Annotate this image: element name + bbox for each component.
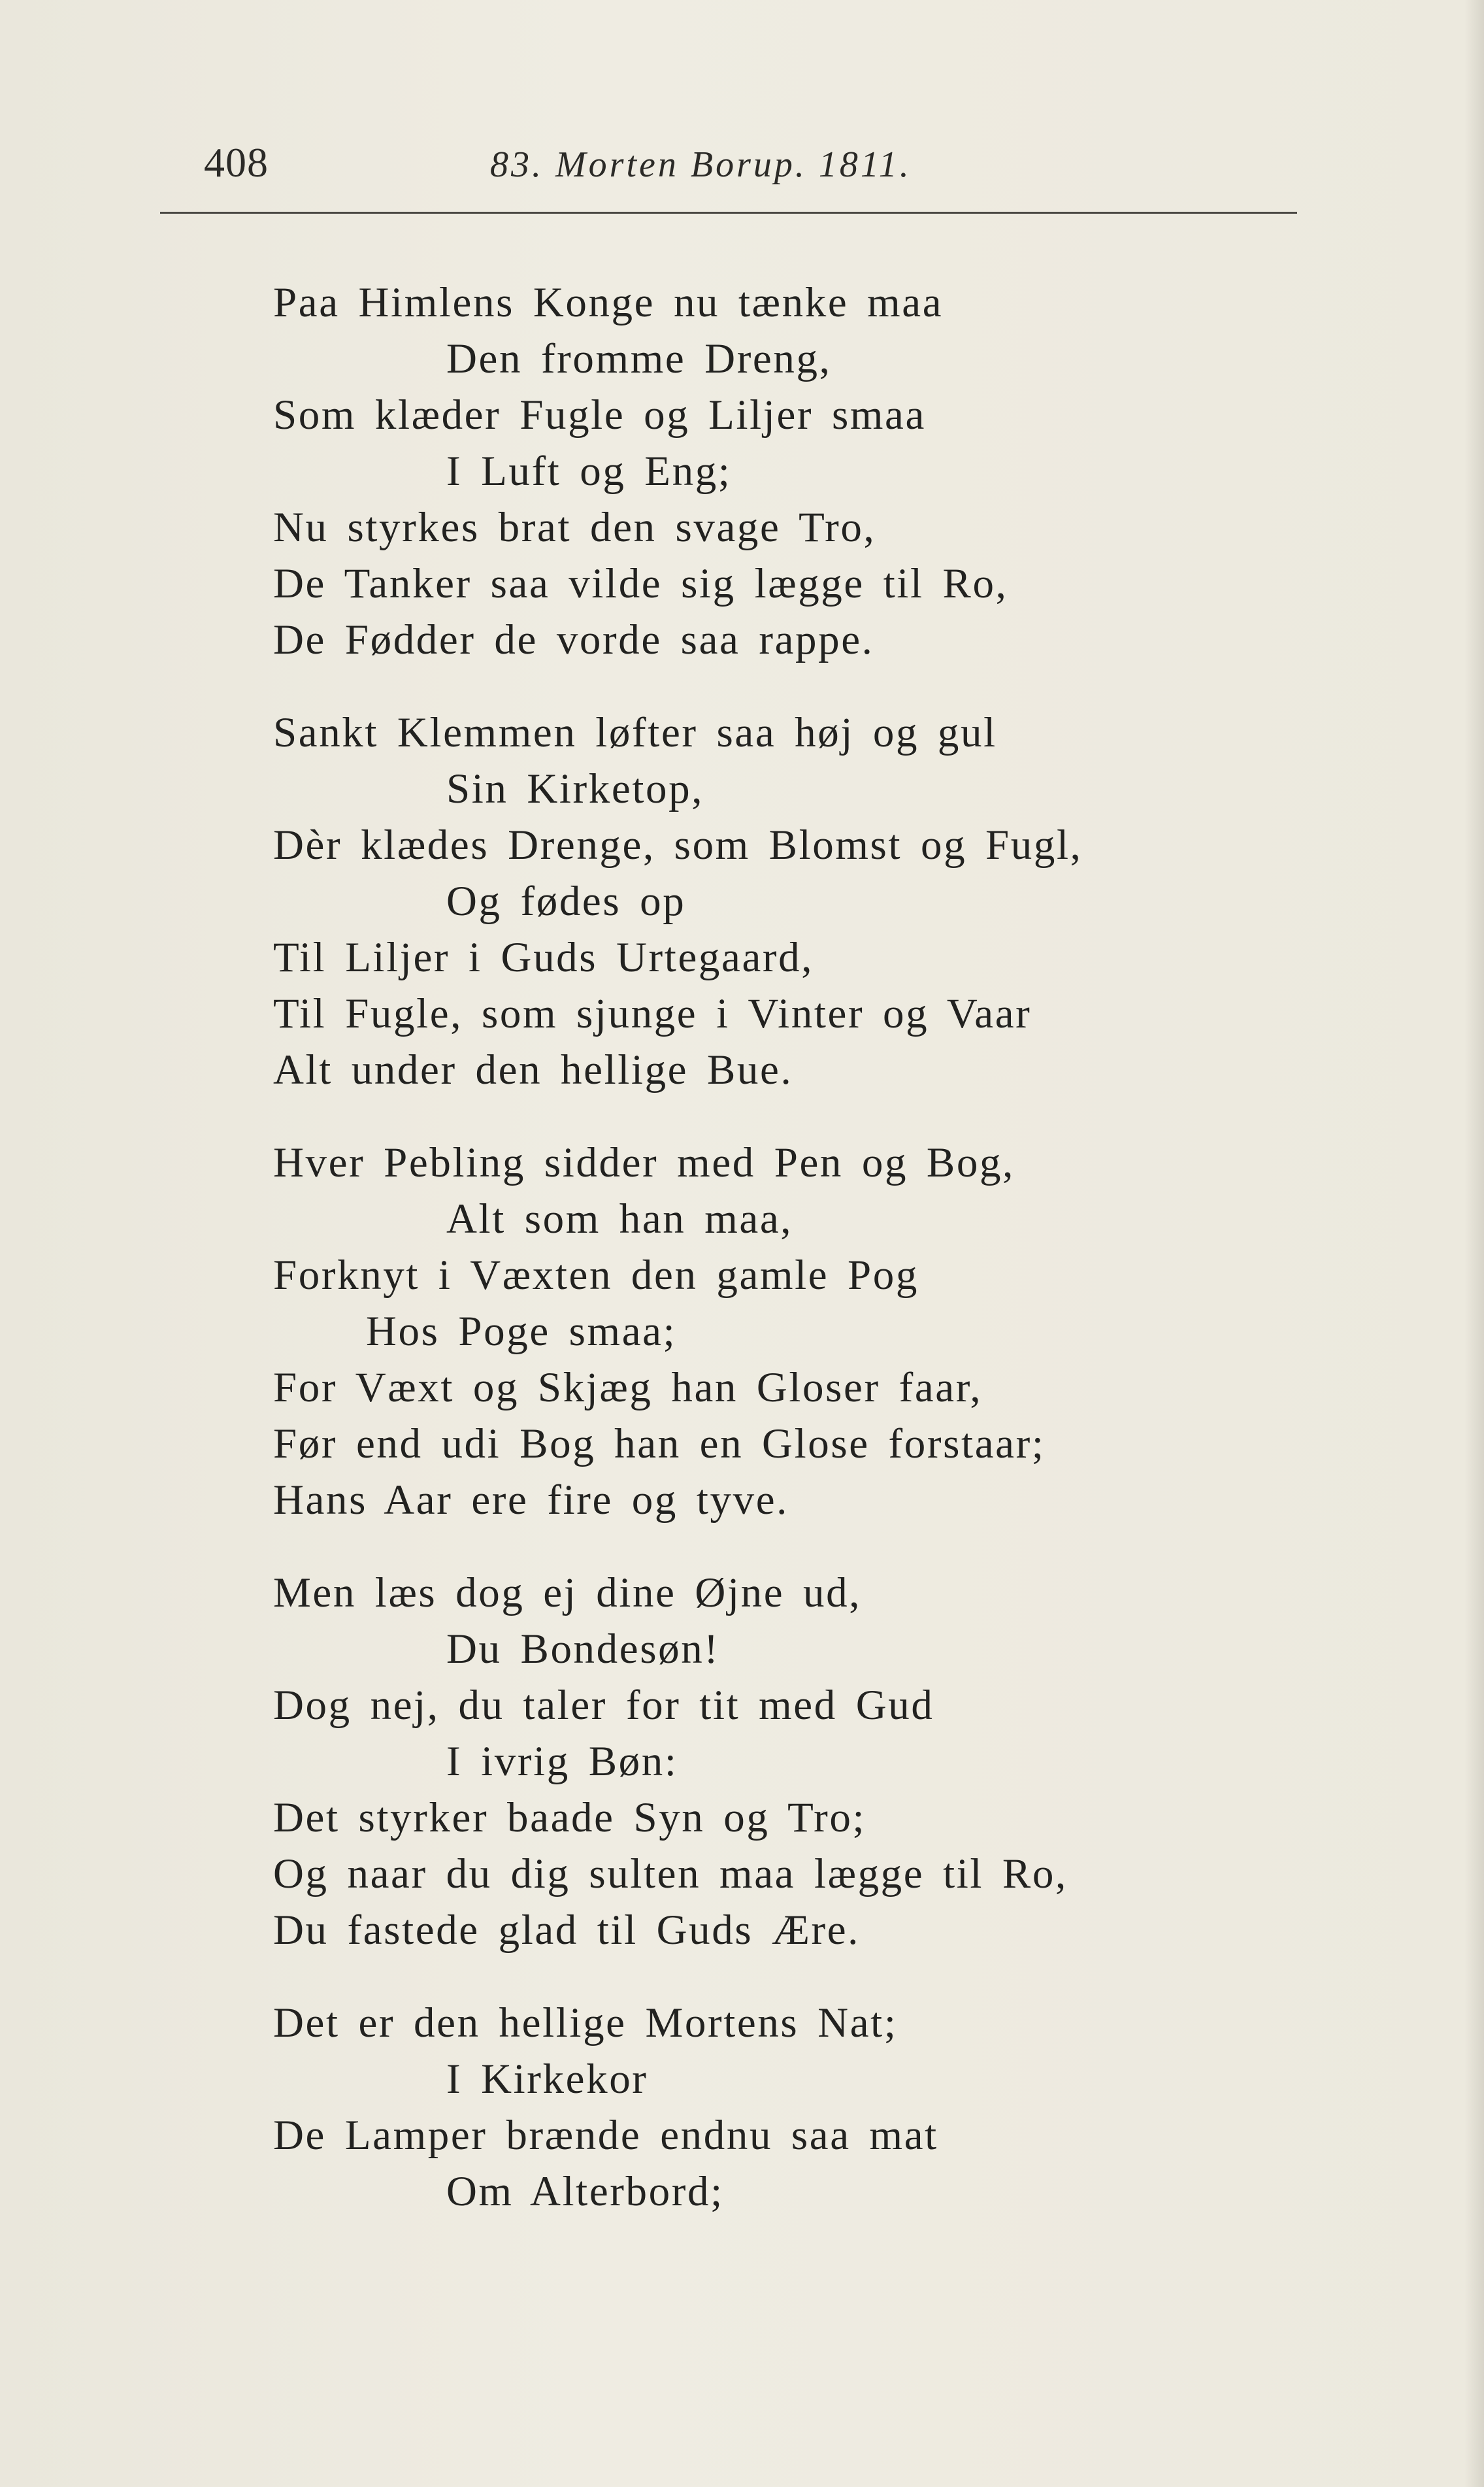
verse-line: For Væxt og Skjæg han Gloser faar, bbox=[273, 1364, 983, 1411]
verse-line: Nu styrkes brat den svage Tro, bbox=[273, 504, 876, 551]
verse-line: Men læs dog ej dine Øjne ud, bbox=[273, 1569, 862, 1616]
verse-line: De Fødder de vorde saa rappe. bbox=[273, 616, 874, 663]
verse-line: Som klæder Fugle og Liljer smaa bbox=[273, 392, 926, 439]
verse-line: I ivrig Bøn: bbox=[446, 1738, 678, 1785]
verse-line: Du Bondesøn! bbox=[446, 1626, 720, 1673]
verse-line: Om Alterbord; bbox=[446, 2168, 724, 2215]
verse-line: Før end udi Bog han en Glose forstaar; bbox=[273, 1420, 1046, 1467]
verse-line: Til Fugle, som sjunge i Vinter og Vaar bbox=[273, 990, 1032, 1037]
page-header bbox=[0, 139, 1484, 191]
verse-line: De Tanker saa vilde sig lægge til Ro, bbox=[273, 560, 1008, 607]
poem-text bbox=[273, 275, 1253, 2256]
verse-line: Hver Pebling sidder med Pen og Bog, bbox=[273, 1139, 1015, 1186]
stanza bbox=[273, 705, 1253, 1098]
stanza bbox=[273, 1135, 1253, 1528]
verse-line: Du fastede glad til Guds Ære. bbox=[273, 1907, 861, 1954]
verse-line: Og fødes op bbox=[446, 878, 686, 925]
verse-line: Det styrker baade Syn og Tro; bbox=[273, 1794, 866, 1841]
verse-line: Alt under den hellige Bue. bbox=[273, 1046, 793, 1093]
verse-line: Det er den hellige Mortens Nat; bbox=[273, 1999, 898, 2046]
verse-line: Hans Aar ere fire og tyve. bbox=[273, 1477, 789, 1524]
verse-line: Alt som han maa, bbox=[446, 1195, 793, 1243]
verse-line: Sin Kirketop, bbox=[446, 765, 704, 812]
stanza bbox=[273, 1565, 1253, 1958]
page-edge-shadow bbox=[1464, 0, 1484, 2487]
page-number: 408 bbox=[204, 139, 269, 186]
verse-line: Den fromme Dreng, bbox=[446, 335, 832, 382]
verse-line: Til Liljer i Guds Urtegaard, bbox=[273, 934, 814, 981]
verse-line: I Kirkekor bbox=[446, 2056, 648, 2103]
verse-line: De Lamper brænde endnu saa mat bbox=[273, 2112, 938, 2159]
verse-line: Hos Poge smaa; bbox=[366, 1308, 677, 1355]
verse-line: Forknyt i Væxten den gamle Pog bbox=[273, 1252, 919, 1299]
verse-line: Dèr klædes Drenge, som Blomst og Fugl, bbox=[273, 822, 1083, 869]
verse-line: Og naar du dig sulten maa lægge til Ro, bbox=[273, 1850, 1068, 1897]
verse-line: Dog nej, du taler for tit med Gud bbox=[273, 1682, 934, 1729]
stanza bbox=[273, 1995, 1253, 2220]
running-head: 83. Morten Borup. 1811. bbox=[490, 144, 912, 185]
verse-line: Sankt Klemmen løfter saa høj og gul bbox=[273, 709, 997, 756]
stanza bbox=[273, 275, 1253, 668]
verse-line: I Luft og Eng; bbox=[446, 448, 732, 495]
header-rule bbox=[160, 212, 1297, 214]
verse-line: Paa Himlens Konge nu tænke maa bbox=[273, 279, 944, 326]
